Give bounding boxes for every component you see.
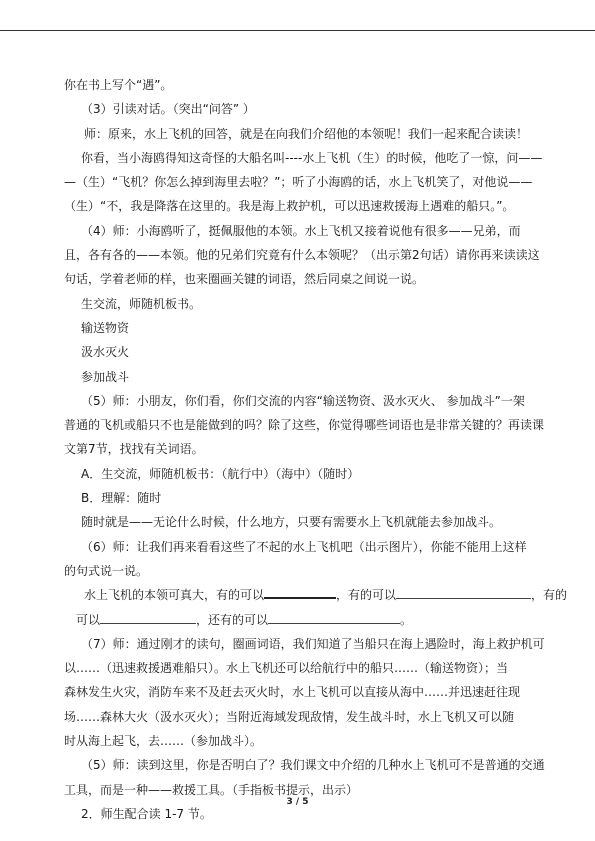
text-line: 的句式说一说。 [64,563,149,578]
text-line: 以……（迅速救援遇难船只）。水上飞机还可以给航行中的船只……（输送物资）；当 [64,661,509,676]
fill-in-blank [100,610,196,624]
fill-in-text: 可以 [76,612,101,627]
text-line: A．生交流，师随机板书：（航行中）（海中）（随时） [81,466,360,481]
text-line: （3）引读对话。（突出“问答” ） [81,102,255,117]
fill-in-sentence-line-1 [64,583,568,607]
text-line: （6）师：让我们再来看看这些了不起的水上飞机吧（出示图片），你能不能用上这样 [81,539,527,554]
text-line: 句话，学着老师的样，也来圈画关键的词语，然后同桌之间说一说。 [64,272,425,287]
board-item: 参加战斗 [81,369,130,384]
fill-in-text: ，有的 [531,588,568,603]
text-line: 文第7节，找找有关词语。 [64,442,204,457]
text-line: 普通的飞机或船只不也是能做到的吗？除了这些，你觉得哪些词语也是非常关键的？再读课 [64,418,545,433]
text-line: （4）师：小海鸥听了，挺佩服他的本领。水上飞机又接着说他有很多——兄弟，而 [81,223,521,238]
page-number: 3 / 5 [286,797,309,807]
fill-in-sentence-line-2 [64,608,542,632]
text-line: （生）“不，我是降落在这里的。我是海上救护机，可以迅速救援海上遇难的船只。”。 [64,199,515,214]
text-line: 师：原来，水上飞机的回答，就是在向我们介绍他的本领呢！我们一起来配合读读！ [84,126,529,141]
text-line: 工具，而是一种——救援工具。（手指板书提示，出示） [64,782,359,797]
text-line: 你看，当小海鸥得知这奇怪的大船名叫----水上飞机（生）的时候，他吃了一惊，问—— [81,150,543,165]
text-line: （7）师：通过刚才的读句，圈画词语，我们知道了当船只在海上遇险时，海上救护机可 [81,636,545,651]
fill-in-text: 水上飞机的本领可真大，有的可以 [84,588,265,603]
text-line: 场……森林大火（汲水灭火）；当附近海域发现敌情，发生战斗时，水上飞机又可以随 [64,709,515,724]
text-line: B．理解：随时 [81,491,162,506]
text-line: 你在书上写个“遇”。 [64,78,173,92]
header-rule [0,30,595,31]
text-line: 2．师生配合读 1-7 节。 [81,806,212,821]
text-line: 森林发生火灾，消防车来不及赶去灭火时，水上飞机可以直接从海中……并迅速赶往现 [64,685,521,700]
text-line: 生交流，师随机板书。 [81,296,202,311]
text-line: （5）师：小朋友，你们看，你们交流的内容“输送物资、汲水灭火、 参加战斗”一架 [81,393,525,408]
fill-in-blank [396,585,531,599]
fill-in-text: 。 [400,612,413,627]
fill-in-blank [268,610,400,624]
text-line: 随时就是——无论什么时候，什么地方，只要有需要水上飞机就能去参加战斗。 [81,515,502,530]
fill-in-blank [264,584,336,599]
board-item: 汲水灭火 [81,345,130,360]
document-body [64,73,568,826]
text-line: 时从海上起飞，去……（参加战斗）。 [64,734,263,749]
fill-in-text: ，还有的可以 [196,612,269,627]
fill-in-text: ，有的可以 [336,588,397,603]
text-line: （5）师：读到这里，你是否明白了？我们课文中介绍的几种水上飞机可不是普通的交通 [81,758,545,773]
text-line: —（生）“飞机？你怎么掉到海里去啦？”；听了小海鸥的话，水上飞机笑了，对他说—— [64,175,533,190]
text-line: 且，各有各的——本领。他的兄弟们究竟有什么本领呢？（出示第2句话）请你再来读读这 [64,248,540,263]
board-item: 输送物资 [81,320,130,335]
